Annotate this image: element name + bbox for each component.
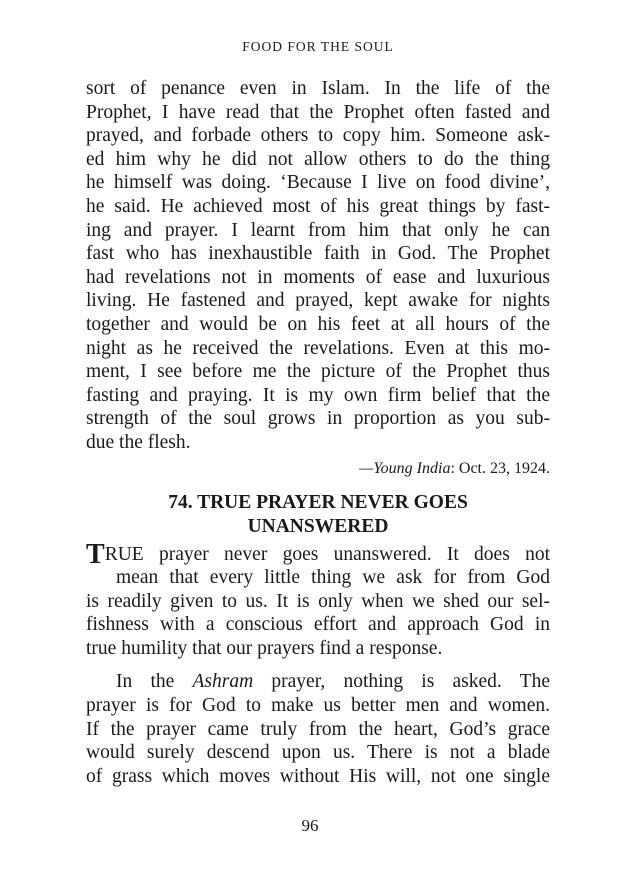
text-run: RUE prayer never goes unanswered. It does not	[104, 543, 550, 565]
text-line: fast who has inexhaustible faith in God. The Prophet	[86, 243, 550, 265]
text-line: is readily given to us. It is only when we shed our sel-	[86, 590, 550, 612]
text-line: he himself was doing. ‘Because I live on food divine’,	[86, 172, 550, 194]
paragraph-opening	[86, 538, 550, 661]
text-line	[86, 670, 550, 694]
text-line: true humility that our prayers find a response.	[86, 637, 443, 659]
text-line	[86, 538, 550, 570]
text-line: together and would be on his feet at all hours of the	[86, 313, 550, 335]
text-run: prayer, nothing is asked. The	[253, 671, 550, 693]
section-heading-line: 74. TRUE PRAYER NEVER GOES	[168, 491, 468, 513]
text-line: had revelations not in moments of ease and luxurious	[86, 266, 550, 288]
drop-cap: T	[86, 538, 105, 570]
text-line: ed him why he did not allow others to do the thing	[86, 148, 550, 170]
page-body	[86, 38, 550, 788]
paragraph-ashram	[86, 670, 550, 788]
text-line: mean that every little thing we ask for from God	[116, 567, 550, 589]
text-run: In the	[116, 671, 193, 693]
text-line: fishness with a conscious effort and approach God in	[86, 614, 550, 636]
running-head: FOOD FOR THE SOUL	[242, 39, 394, 54]
section-heading-line: UNANSWERED	[247, 515, 389, 537]
text-line: night as he received the revelations. Even at this mo-	[86, 337, 550, 359]
text-line: ment, I see before me the picture of the Prophet thus	[86, 361, 550, 383]
text-line: living. He fastened and prayed, kept awake for nights	[86, 290, 550, 312]
page-number: 96	[301, 816, 319, 835]
text-line: would surely descend upon us. There is not a blade	[86, 742, 550, 764]
text-line: If the prayer came truly from the heart, God’s grace	[86, 718, 550, 740]
text-line: Prophet, I have read that the Prophet often fasted and	[86, 101, 550, 123]
text-line: of grass which moves without His will, not one single	[86, 765, 550, 787]
text-line: prayer is for God to make us better men and women.	[86, 695, 550, 717]
text-run-italic: Ashram	[192, 671, 254, 693]
citation-date: : Oct. 23, 1924.	[450, 459, 550, 477]
text-line: ing and prayer. I learnt from him that only he can	[86, 219, 550, 241]
text-line: sort of penance even in Islam. In the life of the	[86, 78, 550, 99]
text-line: due the flesh.	[86, 431, 191, 453]
paragraph-continuation	[86, 77, 550, 455]
text-line: prayed, and forbade others to copy him. Someone ask-	[86, 125, 550, 147]
text-line: strength of the soul grows in proportion as you sub-	[86, 408, 550, 430]
citation	[86, 458, 550, 480]
section-heading	[86, 491, 550, 539]
citation-source: —Young India	[359, 459, 451, 477]
text-line: fasting and praying. It is my own firm belief that the	[86, 384, 550, 406]
text-line: he said. He achieved most of his great things by fast-	[86, 195, 550, 217]
